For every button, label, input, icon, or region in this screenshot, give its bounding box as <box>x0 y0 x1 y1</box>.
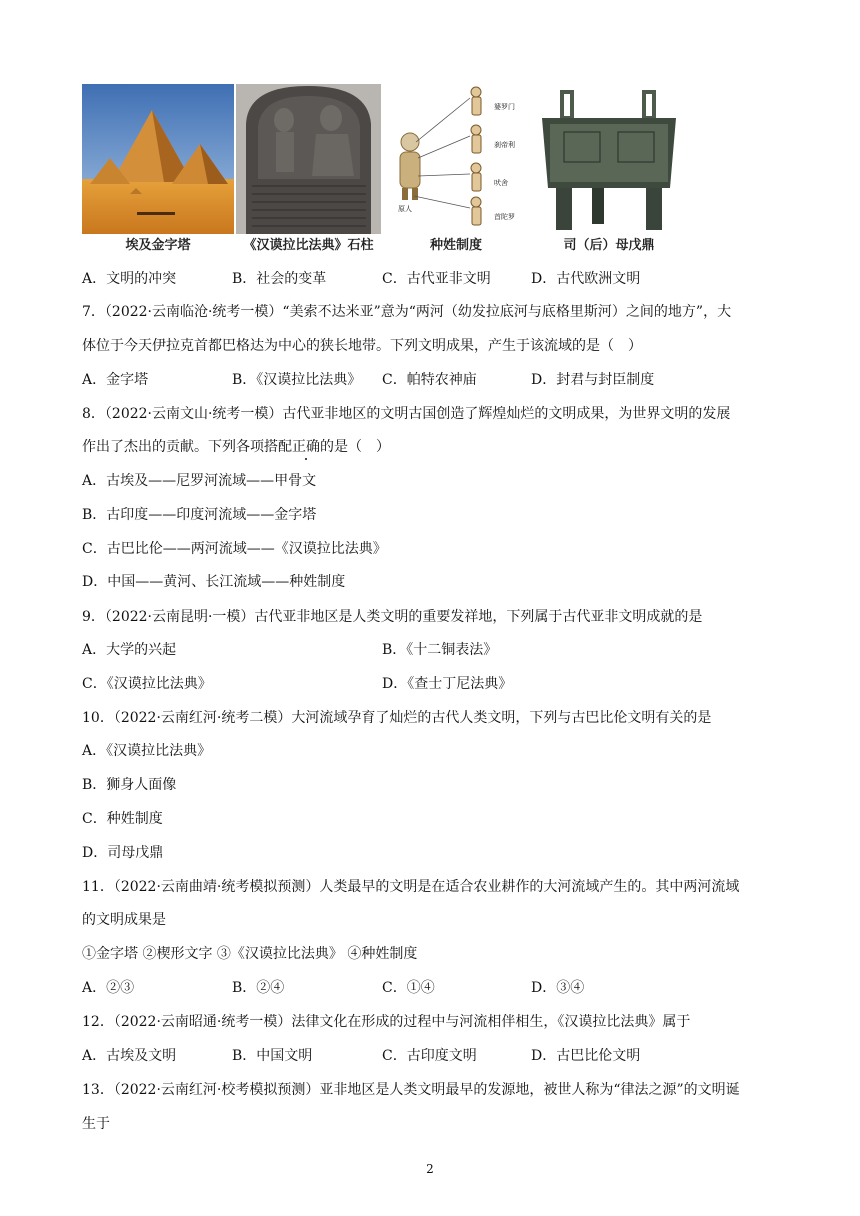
q6-option-d[interactable]: D．古代欧洲文明 <box>531 271 641 287</box>
caption-pyramids: 埃及金字塔 <box>82 234 234 258</box>
q11-option-b[interactable]: B．②④ <box>232 980 285 996</box>
q12-option-b[interactable]: B．中国文明 <box>232 1048 313 1064</box>
image-simuwu-ding <box>534 84 684 258</box>
caste-label-kshatriya: 刹帝利 <box>494 141 515 149</box>
caption-simuwu-ding: 司（后）母戊鼎 <box>534 234 684 258</box>
q7-stem-line2: 体位于今天伊拉克首都巴格达为中心的狭长地带。下列文明成果，产生于该流域的是（ ） <box>82 338 642 354</box>
q12-stem-line1: 12．（2022·云南昭通·统考一模）法律文化在形成的过程中与河流相伴相生，《汉谟拉比法典》属于 <box>82 1014 691 1030</box>
q8-stem-line1: 8．（2022·云南文山·统考一模）古代亚非地区的文明古国创造了辉煌灿烂的文明成果，为世界文明的发展 <box>82 406 731 422</box>
q7-stem-line1: 7．（2022·云南临沧·统考一模）“美索不达米亚”意为“两河（幼发拉底河与底格里斯河）之间的地方”，大 <box>82 304 732 320</box>
caste-label-shudra: 首陀罗 <box>494 213 515 221</box>
q7-option-b[interactable]: B．《汉谟拉比法典》 <box>232 372 362 388</box>
q11-option-d[interactable]: D．③④ <box>531 980 585 996</box>
q7-option-a[interactable]: A．金字塔 <box>82 372 149 388</box>
caste-label-brahmin: 婆罗门 <box>494 103 515 111</box>
q9-stem-line1: 9．（2022·云南昆明·一模）古代亚非地区是人类文明的重要发祥地，下列属于古代亚非文明成就的是 <box>82 609 703 625</box>
page-number: 2 <box>426 1162 434 1176</box>
q9-option-c[interactable]: C．《汉谟拉比法典》 <box>82 676 212 692</box>
q11-option-c[interactable]: C．①④ <box>382 980 435 996</box>
q11-items: ①金字塔 ②楔形文字 ③《汉谟拉比法典》 ④种姓制度 <box>82 946 418 962</box>
q12-option-a[interactable]: A．古埃及文明 <box>82 1048 177 1064</box>
image-hammurabi-stele <box>236 84 381 258</box>
q9-option-b[interactable]: B．《十二铜表法》 <box>382 642 498 658</box>
q9-option-a[interactable]: A．大学的兴起 <box>82 642 177 658</box>
q8-stem-line2-part2: 的是（ ） <box>320 439 390 455</box>
q10-option-d[interactable]: D．司母戊鼎 <box>82 845 164 861</box>
caste-label-origin: 原人 <box>398 205 412 213</box>
caste-label-vaishya: 吠舍 <box>494 179 508 187</box>
q13-stem-line2: 生于 <box>82 1116 110 1132</box>
q13-stem-line1: 13．（2022·云南红河·校考模拟预测）亚非地区是人类文明最早的发源地，被世人称为“律法之源”的文明诞 <box>82 1082 740 1098</box>
q8-option-d[interactable]: D．中国——黄河、长江流域——种姓制度 <box>82 574 346 590</box>
q12-option-d[interactable]: D．古巴比伦文明 <box>531 1048 641 1064</box>
image-caste-system <box>386 84 526 258</box>
q8-stem-line2 <box>82 437 390 457</box>
q10-stem-line1: 10．（2022·云南红河·统考二模）大河流域孕育了灿烂的古代人类文明，下列与古巴比伦文明有关的是 <box>82 710 712 726</box>
caption-caste-system: 种姓制度 <box>386 234 526 258</box>
q6-option-c[interactable]: C．古代亚非文明 <box>382 271 491 287</box>
q8-emphasis: 正确 <box>292 439 320 455</box>
image-pyramids <box>82 84 234 258</box>
q12-option-c[interactable]: C．古印度文明 <box>382 1048 477 1064</box>
q7-option-c[interactable]: C．帕特农神庙 <box>382 372 477 388</box>
q7-option-d[interactable]: D．封君与封臣制度 <box>531 372 655 388</box>
q10-option-a[interactable]: A．《汉谟拉比法典》 <box>82 743 212 759</box>
q8-option-a[interactable]: A．古埃及——尼罗河流域——甲骨文 <box>82 473 317 489</box>
q11-stem-line1: 11．（2022·云南曲靖·统考模拟预测）人类最早的文明是在适合农业耕作的大河流域产生的。其中两河流域 <box>82 879 740 895</box>
q11-option-a[interactable]: A．②③ <box>82 980 135 996</box>
caption-hammurabi-stele: 《汉谟拉比法典》石柱 <box>236 234 381 258</box>
q10-option-c[interactable]: C．种姓制度 <box>82 811 163 827</box>
q8-stem-line2-part1: 作出了杰出的贡献。下列各项搭配 <box>82 439 292 455</box>
q8-option-c[interactable]: C．古巴比伦——两河流域——《汉谟拉比法典》 <box>82 541 387 557</box>
q8-option-b[interactable]: B．古印度——印度河流域——金字塔 <box>82 507 317 523</box>
q11-stem-line2: 的文明成果是 <box>82 912 166 928</box>
q6-option-a[interactable]: A．文明的冲突 <box>82 271 177 287</box>
q9-option-d[interactable]: D．《查士丁尼法典》 <box>382 676 513 692</box>
q6-option-b[interactable]: B．社会的变革 <box>232 271 327 287</box>
q10-option-b[interactable]: B．狮身人面像 <box>82 777 177 793</box>
